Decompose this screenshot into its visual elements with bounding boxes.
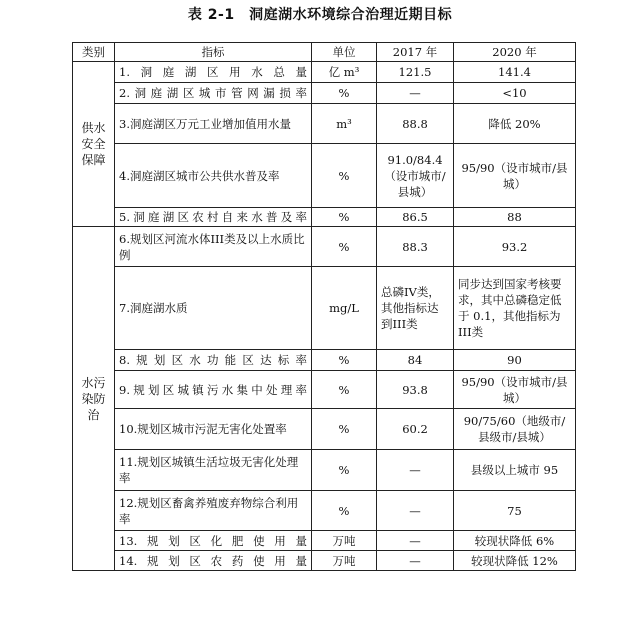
header-indicator: 指标 <box>115 43 312 62</box>
indicator-cell: 9.规划区城镇污水集中处理率 <box>115 371 312 409</box>
indicator-cell: 3.洞庭湖区万元工业增加值用水量 <box>115 104 312 144</box>
table-row <box>73 409 576 450</box>
unit-cell: m³ <box>312 104 377 144</box>
value-2017-cell: 总磷IV类，其他指标达到III类 <box>377 267 454 350</box>
category-water-supply: 供水安全保障 <box>73 62 115 227</box>
indicator-cell: 11.规划区城镇生活垃圾无害化处理率 <box>115 450 312 491</box>
unit-cell: % <box>312 208 377 227</box>
table-row <box>73 227 576 267</box>
value-2020-cell: 93.2 <box>454 227 576 267</box>
indicator-cell: 10.规划区城市污泥无害化处置率 <box>115 409 312 450</box>
table-row <box>73 83 576 104</box>
indicator-cell: 13.规划区化肥使用量 <box>115 531 312 551</box>
targets-table <box>72 42 576 571</box>
indicator-cell: 12.规划区畜禽养殖废弃物综合利用率 <box>115 491 312 531</box>
table-row <box>73 267 576 350</box>
value-2017-cell: 88.3 <box>377 227 454 267</box>
table-title: 表 2-1 洞庭湖水环境综合治理近期目标 <box>187 7 453 23</box>
indicator-cell: 4.洞庭湖区城市公共供水普及率 <box>115 144 312 208</box>
table-row <box>73 62 576 83</box>
value-2017-cell: — <box>377 491 454 531</box>
indicator-cell: 8.规划区水功能区达标率 <box>115 350 312 371</box>
category-pollution-control: 水污染防治 <box>73 227 115 571</box>
unit-cell: mg/L <box>312 267 377 350</box>
unit-cell: % <box>312 371 377 409</box>
value-2020-cell: 同步达到国家考核要求，其中总磷稳定低于 0.1，其他指标为III类 <box>454 267 576 350</box>
table-row <box>73 551 576 571</box>
table-row <box>73 104 576 144</box>
unit-cell: % <box>312 83 377 104</box>
table-row <box>73 144 576 208</box>
value-2017-cell: — <box>377 450 454 491</box>
indicator-cell: 5.洞庭湖区农村自来水普及率 <box>115 208 312 227</box>
value-2020-cell: 95/90（设市城市/县城） <box>454 144 576 208</box>
table-row <box>73 531 576 551</box>
unit-cell: 万吨 <box>312 551 377 571</box>
table-row <box>73 208 576 227</box>
value-2017-cell: — <box>377 83 454 104</box>
header-2017: 2017 年 <box>377 43 454 62</box>
table-row <box>73 350 576 371</box>
value-2017-cell: 86.5 <box>377 208 454 227</box>
unit-cell: % <box>312 144 377 208</box>
indicator-cell: 14.规划区农药使用量 <box>115 551 312 571</box>
value-2020-cell: 95/90（设市城市/县城） <box>454 371 576 409</box>
value-2017-cell: 60.2 <box>377 409 454 450</box>
indicator-cell: 7.洞庭湖水质 <box>115 267 312 350</box>
header-unit: 单位 <box>312 43 377 62</box>
header-row <box>73 43 576 62</box>
value-2020-cell: 较现状降低 6% <box>454 531 576 551</box>
unit-cell: % <box>312 450 377 491</box>
unit-cell: % <box>312 491 377 531</box>
unit-cell: % <box>312 227 377 267</box>
value-2017-cell: — <box>377 551 454 571</box>
value-2020-cell: 75 <box>454 491 576 531</box>
unit-cell: 亿 m³ <box>312 62 377 83</box>
value-2017-cell: 121.5 <box>377 62 454 83</box>
value-2020-cell: 降低 20% <box>454 104 576 144</box>
unit-cell: % <box>312 409 377 450</box>
header-category: 类别 <box>73 43 115 62</box>
value-2020-cell: 较现状降低 12% <box>454 551 576 571</box>
value-2017-cell: 91.0/84.4（设市城市/县城） <box>377 144 454 208</box>
value-2020-cell: <10 <box>454 83 576 104</box>
unit-cell: 万吨 <box>312 531 377 551</box>
value-2017-cell: 84 <box>377 350 454 371</box>
indicator-cell: 2.洞庭湖区城市管网漏损率 <box>115 83 312 104</box>
table-row <box>73 371 576 409</box>
value-2020-cell: 县级以上城市 95 <box>454 450 576 491</box>
header-2020: 2020 年 <box>454 43 576 62</box>
value-2020-cell: 88 <box>454 208 576 227</box>
value-2020-cell: 141.4 <box>454 62 576 83</box>
table-row <box>73 491 576 531</box>
indicator-cell: 6.规划区河流水体III类及以上水质比例 <box>115 227 312 267</box>
value-2020-cell: 90/75/60（地级市/县级市/县城） <box>454 409 576 450</box>
indicator-cell: 1.洞庭湖区用水总量 <box>115 62 312 83</box>
table-row <box>73 450 576 491</box>
value-2017-cell: 93.8 <box>377 371 454 409</box>
value-2020-cell: 90 <box>454 350 576 371</box>
value-2017-cell: — <box>377 531 454 551</box>
unit-cell: % <box>312 350 377 371</box>
value-2017-cell: 88.8 <box>377 104 454 144</box>
